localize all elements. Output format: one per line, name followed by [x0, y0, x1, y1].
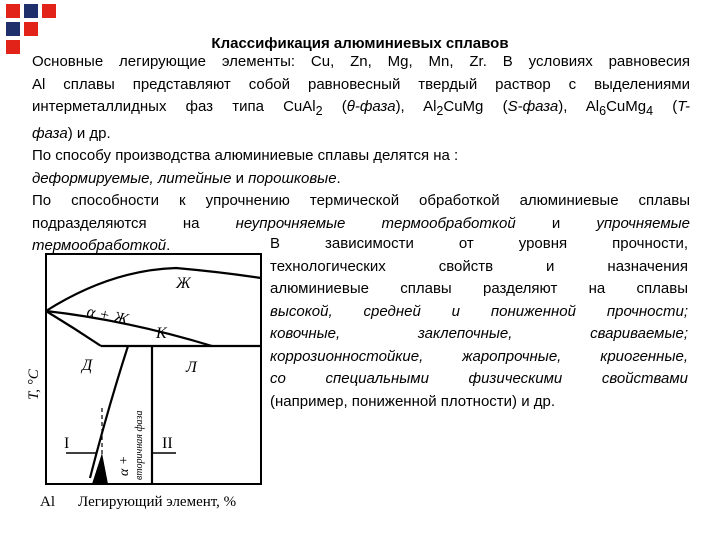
region-label-alpha-liquid: α + Ж	[85, 303, 130, 329]
region-label-liquid: Ж	[176, 275, 191, 292]
text-run: CuMg (	[443, 98, 508, 115]
x-axis-label: Легирующий элемент, %	[78, 494, 237, 510]
region-label-l: Л	[186, 359, 197, 376]
y-axis-label: T, °C	[26, 369, 42, 400]
text-run: ), Al	[395, 98, 437, 115]
text-run: ) и др.	[67, 124, 111, 142]
liquidus-upper-curve	[46, 268, 261, 311]
text-run: и	[515, 214, 597, 232]
text-run: .	[166, 237, 171, 254]
text-line	[32, 96, 690, 123]
text-run: неупрочняемые термообработкой	[235, 214, 516, 232]
text-run: (	[653, 98, 678, 115]
text-run: порошковые	[248, 169, 337, 187]
liquidus-lower-curve	[46, 311, 212, 346]
paragraph-strength-classes	[270, 233, 688, 413]
paragraph-production-method	[32, 145, 690, 190]
text-line	[32, 123, 690, 146]
text-run: термообработкой	[32, 237, 167, 254]
text-line: со специальными физическими свойствами	[270, 370, 688, 387]
text-line	[32, 213, 690, 236]
body-text	[32, 51, 690, 258]
text-run: и	[231, 169, 249, 187]
subscript: 2	[315, 104, 323, 118]
text-run: .	[336, 169, 341, 187]
text-run: ), Al	[558, 98, 600, 115]
text-run: подразделяются на	[32, 214, 236, 232]
x-origin-label: Al	[40, 494, 55, 510]
region-label-alpha-secondary-b: вторичная фаза	[134, 410, 145, 480]
phase-diagram	[16, 248, 266, 514]
phase-name: фаза	[32, 124, 68, 142]
diagram-frame	[46, 254, 261, 484]
phase-name: S-фаза	[507, 98, 559, 115]
text-line: Al сплавы представляют собой равновесный твердый раствор с выделениями	[32, 75, 690, 93]
text-run: CuMg	[606, 98, 647, 115]
subscript: 2	[436, 104, 444, 118]
text-line: ковочные, заклепочные, свариваемые;	[270, 325, 688, 342]
phase-name: T-	[677, 98, 690, 115]
text-line: (например, пониженной плотности) и др.	[270, 392, 556, 410]
text-line: коррозионностойкие, жаропрочные, криогенные,	[270, 347, 688, 365]
subscript: 4	[646, 104, 654, 118]
deco-square-navy	[6, 22, 20, 36]
deco-square-navy	[24, 4, 38, 18]
text-line: Основные легирующие элементы: Cu, Zn, Mg, Mn, Zr. В условиях равновесия	[32, 53, 690, 70]
text-line: высокой, средней и пониженной прочности;	[270, 302, 688, 320]
deco-square-red	[42, 4, 56, 18]
phase-name: θ-фаза	[346, 98, 396, 115]
text-line: По способу производства алюминиевые сплавы делятся на :	[32, 147, 459, 164]
slide-title: Классификация алюминиевых сплавов	[211, 35, 509, 52]
text-run: (	[322, 98, 347, 115]
text-line: алюминиевые сплавы разделяют на сплавы	[270, 280, 688, 297]
deco-square-red	[6, 4, 20, 18]
text-run: упрочняемые	[596, 214, 691, 232]
deco-square-red	[24, 22, 38, 36]
text-run: деформируемые, литейные	[32, 169, 232, 187]
text-line	[32, 168, 690, 191]
text-line: технологических свойств и назначения	[270, 257, 688, 275]
text-line: В зависимости от уровня прочности,	[270, 235, 688, 252]
zone-label-2: II	[162, 435, 173, 452]
paragraph-alloying-elements	[32, 51, 690, 145]
subscript: 6	[599, 104, 607, 118]
region-label-k: К	[156, 325, 167, 342]
region-label-alpha-secondary-a: α +	[117, 455, 132, 476]
text-line: По способности к упрочнению термической обработкой алюминиевые сплавы	[32, 192, 690, 209]
text-run: интерметаллидных фаз типа CuAl	[32, 98, 316, 115]
region-label-d: Д	[82, 357, 93, 374]
zone-label-1: I	[64, 435, 70, 452]
